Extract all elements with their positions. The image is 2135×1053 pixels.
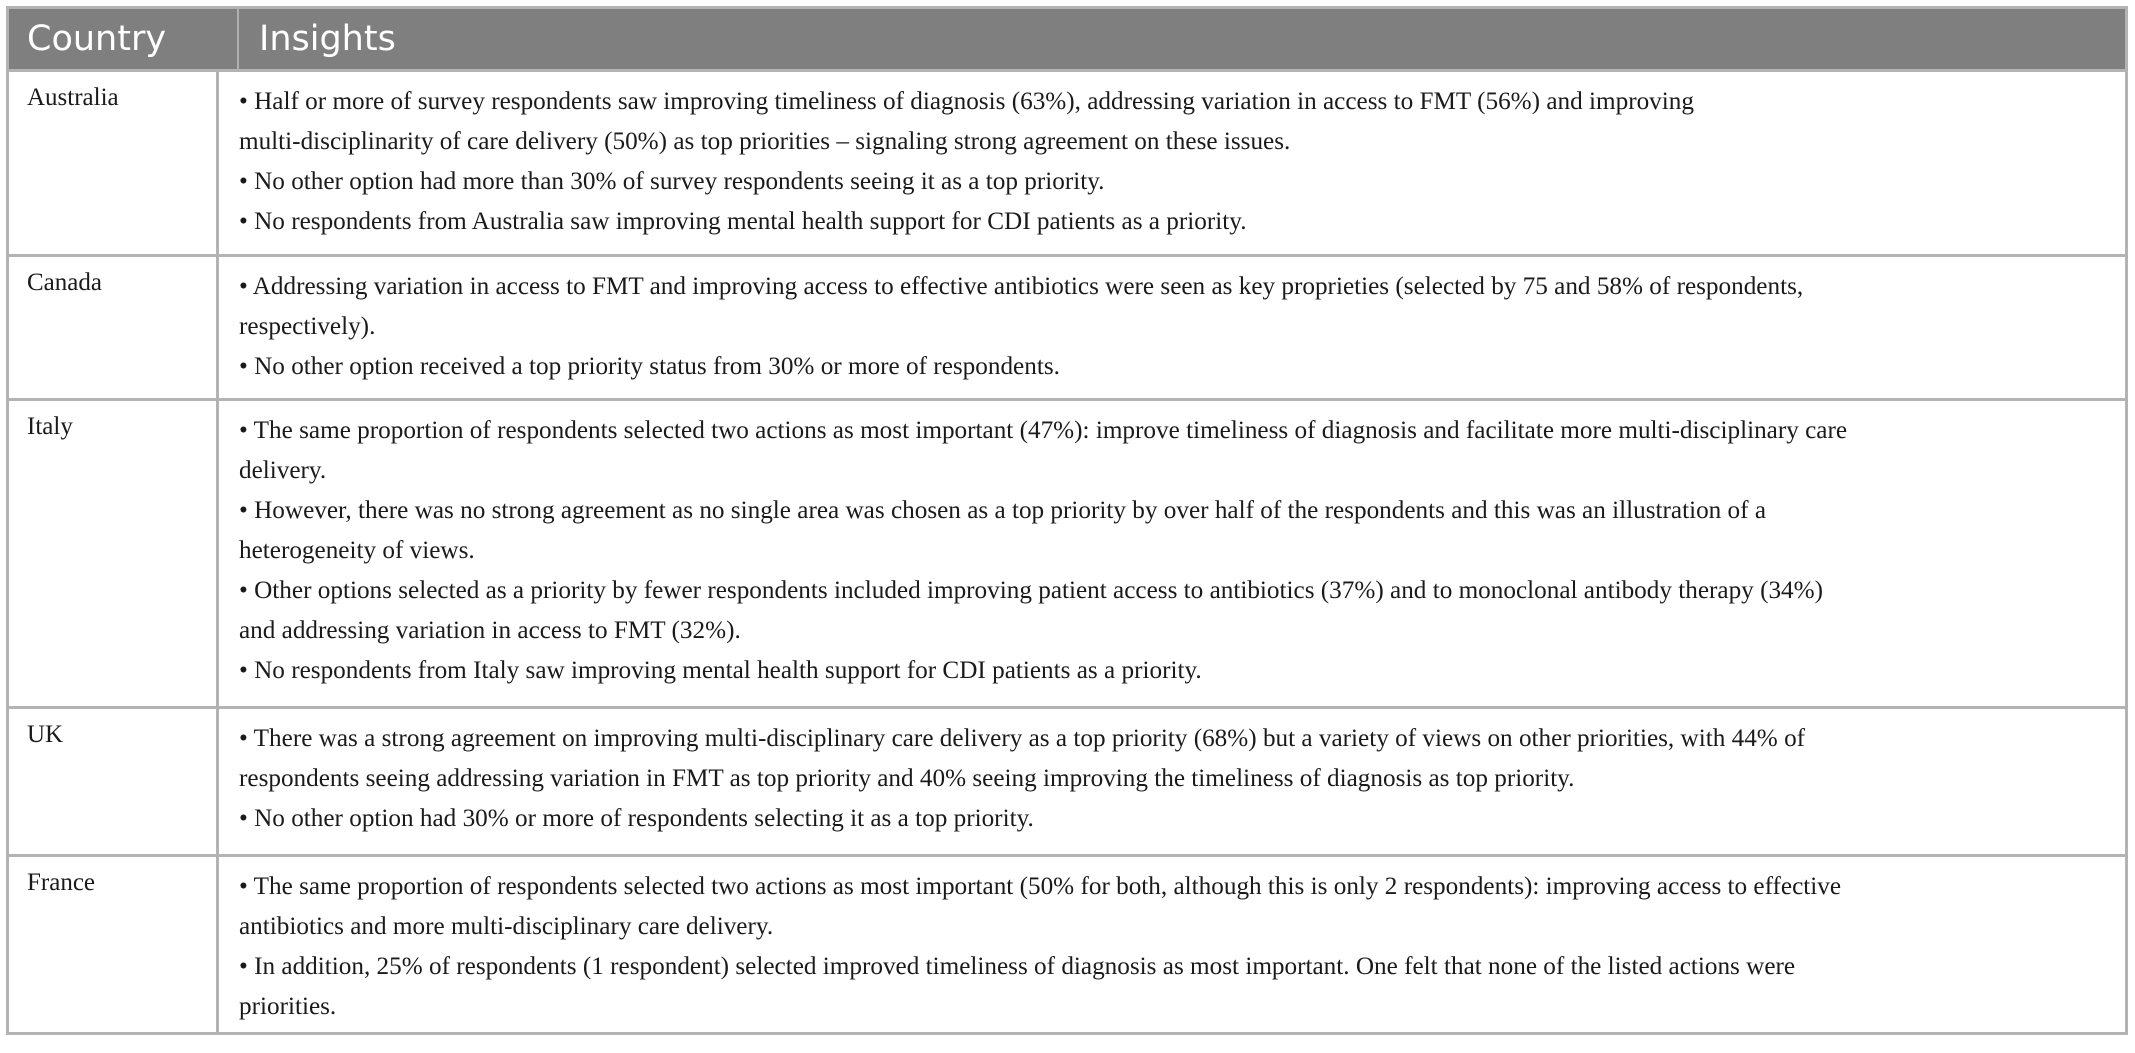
insights-cell: [219, 709, 2125, 854]
insight-line: multi-disciplinarity of care delivery (50%) as top priorities – signaling strong agreement on these issues.: [239, 128, 1291, 155]
insight-line: • Other options selected as a priority by fewer respondents included improving patient access to antibiotics (37%) and to monoclonal antibody therapy (34%): [239, 577, 1824, 604]
country-cell: Canada: [9, 257, 219, 398]
header-country: Country: [9, 9, 239, 69]
country-cell: Italy: [9, 401, 219, 706]
insights-cell: [219, 257, 2125, 398]
insight-line: and addressing variation in access to FMT (32%).: [239, 617, 741, 644]
insight-line: • There was a strong agreement on improving multi-disciplinary care delivery as a top priority (68%) but a variety of views on other priorities, with 44% of: [239, 725, 1806, 752]
insight-line: priorities.: [239, 993, 337, 1020]
insight-line: • Addressing variation in access to FMT and improving access to effective antibiotics were seen as key proprieties (selected by 75 and 58% of respondents,: [239, 273, 1804, 300]
table-row-italy: [9, 398, 2125, 706]
insight-line: • No respondents from Italy saw improving mental health support for CDI patients as a priority.: [239, 657, 1202, 684]
insight-line: • In addition, 25% of respondents (1 respondent) selected improved timeliness of diagnosis as most important. One felt that none of the listed actions were: [239, 953, 1796, 980]
table-header: [9, 9, 2125, 69]
insight-line: antibiotics and more multi-disciplinary care delivery.: [239, 913, 774, 940]
insight-line: respondents seeing addressing variation in FMT as top priority and 40% seeing improving the timeliness of diagnosis as top priority.: [239, 765, 1575, 792]
insight-line: • Half or more of survey respondents saw improving timeliness of diagnosis (63%), addressing variation in access to FMT (56%) and improving: [239, 88, 1694, 115]
table-row-france: [9, 854, 2125, 1032]
insight-line: • The same proportion of respondents selected two actions as most important (47%): improve timeliness of diagnosis and facilitate more multi-disciplinary care: [239, 417, 1848, 444]
country-cell: UK: [9, 709, 219, 854]
insight-line: • However, there was no strong agreement as no single area was chosen as a top priority by over half of the respondents and this was an illustration of a: [239, 497, 1767, 524]
insights-cell: [219, 401, 2125, 706]
insight-line: • The same proportion of respondents selected two actions as most important (50% for both, although this is only 2 respondents): improving access to effective: [239, 873, 1842, 900]
insights-table: [6, 6, 2128, 1035]
country-cell: France: [9, 857, 219, 1032]
table-row-uk: [9, 706, 2125, 854]
insight-line: heterogeneity of views.: [239, 537, 475, 564]
insights-cell: [219, 72, 2125, 254]
insights-cell: [219, 857, 2125, 1032]
insight-line: • No respondents from Australia saw improving mental health support for CDI patients as a priority.: [239, 208, 1247, 235]
insight-line: delivery.: [239, 457, 327, 484]
insight-line: • No other option received a top priority status from 30% or more of respondents.: [239, 353, 1060, 380]
insight-line: • No other option had more than 30% of survey respondents seeing it as a top priority.: [239, 168, 1105, 195]
header-insights: Insights: [259, 19, 396, 59]
table-row-canada: [9, 254, 2125, 398]
insight-line: respectively).: [239, 313, 376, 340]
country-cell: Australia: [9, 72, 219, 254]
insight-line: • No other option had 30% or more of respondents selecting it as a top priority.: [239, 805, 1034, 832]
table-row-australia: [9, 69, 2125, 254]
